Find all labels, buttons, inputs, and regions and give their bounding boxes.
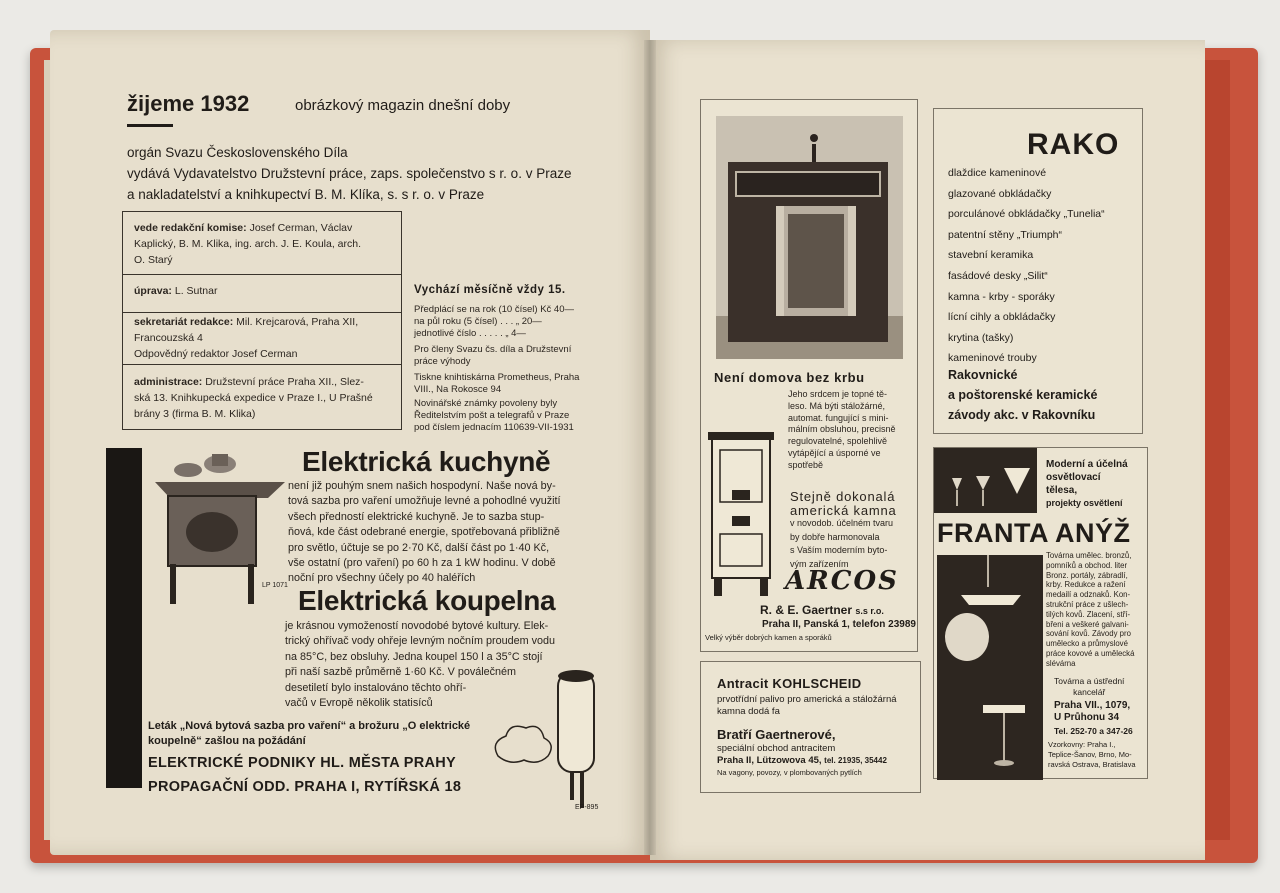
body-line: je krásnou vymožeností novodobé bytové kultury. Elek-	[285, 620, 549, 632]
franta-address-line: Praha VII., 1079,	[1054, 700, 1131, 711]
franta-body-line: slévárna	[1046, 658, 1076, 668]
franta-body	[1046, 551, 1134, 669]
franta-body-line: strukční práce z ušlech-	[1046, 599, 1129, 609]
admin-line: Družstevní práce Praha XII., Slez-	[205, 376, 364, 388]
franta-branch-line: Vzorkovny: Praha I.,	[1048, 740, 1116, 749]
printer-line: VIII., Na Rokosce 94	[414, 384, 502, 395]
rako-company-line: a poštorenské keramické	[948, 388, 1098, 402]
gaertner-line: Jeho srdcem je topné tě-	[788, 389, 888, 399]
subscription-line: na půl roku (5 čísel) . . . „ 20—	[414, 316, 542, 327]
admin-label: administrace:	[134, 376, 203, 388]
printer-line: Tiskne knihtiskárna Prometheus, Praha	[414, 372, 580, 383]
franta-branch-line: Teplice-Šanov, Brno, Mo-	[1048, 749, 1132, 759]
stamps-line: Novinářské známky povoleny byly	[414, 398, 558, 409]
electric-footer-2: PROPAGAČNÍ ODD. PRAHA I, RYTÍŘSKÁ 18	[148, 779, 462, 795]
franta-title: FRANTA ANÝŽ	[937, 518, 1131, 548]
book-gutter	[644, 40, 656, 855]
gaertner-line2: v novodob. účelném tvaru	[790, 518, 894, 528]
franta-address	[1054, 700, 1130, 724]
rako-product: patentní stěny „Triumph“	[948, 228, 1062, 241]
lamp-photo-bottom	[937, 555, 1043, 780]
gaertner-line: vytápějící a úsporné ve	[788, 447, 881, 458]
editorial-design	[134, 283, 217, 299]
leaflet-line: koupelně“ zašlou na požádání	[148, 735, 306, 747]
body-line: všech předností elektrické kuchyně. Je to sazba stup-	[288, 510, 545, 523]
intro-line: a nakladatelství a knihkupectví B. M. Klíka, s. s r. o. v Praze	[127, 187, 485, 202]
franta-branch-line: ravská Ostrava, Bratislava	[1048, 759, 1136, 769]
gaertner-tagline: Velký výběr dobrých kamen a sporáků	[705, 633, 832, 642]
gaertner-line: spotřebě	[788, 459, 824, 470]
lamp-photo-top	[934, 448, 1037, 513]
body-line: trický ohřívač vody ohřeje levným nočním proudem vodu	[285, 635, 556, 648]
admin-line: ská 13. Knihkupecká expedice v Praze I., U Prašné	[134, 392, 373, 404]
franta-intro	[1046, 458, 1128, 510]
body-line: ňová, kde část odebrané energie, spotřebovaná přibližně	[288, 526, 560, 539]
subscription-line: Předplácí se na rok (10 čísel) Kč 40—	[414, 304, 574, 315]
stamps-block	[414, 398, 574, 434]
kohlscheid-line: prvotřídní palivo pro americká a stáložárná	[717, 694, 897, 705]
publication-heading: Vychází měsíčně vždy 15.	[414, 284, 566, 296]
gaertner-company-suffix: s.s r.o.	[855, 606, 884, 616]
gaertner-line: málním obsluhou, precisně	[788, 424, 896, 435]
franta-intro-line: tělesa,	[1046, 485, 1078, 496]
gaertner-line2: by dobře harmonovala	[790, 531, 880, 542]
franta-body-line: Bronz. portály, zábradlí,	[1046, 570, 1128, 580]
kohlscheid-note: Na vagony, povozy, v plombovaných pytlích	[717, 768, 862, 777]
rako-company-line: závody akc. v Rakovníku	[948, 408, 1096, 422]
design-value: L. Sutnar	[174, 285, 218, 297]
rako-product: dlaždice kameninové	[948, 167, 1047, 179]
editorial-admin	[134, 374, 373, 422]
subscription-line: jednotlivé číslo . . . . . „ 4—	[414, 328, 526, 339]
board-line: Josef Cerman, Václav	[249, 222, 353, 234]
franta-phone: Tel. 252-70 a 347-26	[1054, 726, 1133, 736]
secretariat-line: Odpovědný redaktor Josef Cerman	[134, 348, 298, 360]
arcos-logo: ARCOS	[785, 566, 899, 596]
rako-product: glazované obkládačky	[948, 187, 1052, 200]
intro-block	[127, 142, 571, 205]
body-line: vše ostatní (pro vaření) po 60 h za 1 kW hodinu. V době	[288, 557, 556, 570]
secretariat-label: sekretariát redakce:	[134, 316, 234, 328]
kohlscheid-specialty: speciální obchod antracitem	[717, 743, 836, 754]
subscription-block	[414, 304, 574, 340]
kohlscheid-street: Praha II, Lützowova 45,	[717, 755, 822, 766]
gaertner-line: regulovatelné, spolehlivě	[788, 436, 888, 447]
fireplace-photo	[716, 116, 903, 359]
secretariat-line: Mil. Krejcarová, Praha XII,	[236, 316, 359, 328]
electric-kitchen-body	[288, 479, 561, 587]
kohlscheid-company: Bratří Gaertnerové,	[717, 727, 836, 742]
franta-body-line: práce kovové a umělecká	[1046, 648, 1135, 658]
kohlscheid-title: Antracit KOHLSCHEID	[717, 676, 862, 691]
franta-factory-line: kancelář	[1073, 687, 1106, 697]
rako-product: kameninové trouby	[948, 352, 1037, 365]
franta-intro-line: osvětlovací	[1046, 472, 1101, 483]
body-line: není již pouhým snem našich hospodyní. Naše nová by-	[288, 480, 556, 492]
body-line: vačů v Evropě několik statisíců	[285, 697, 433, 710]
rako-product: lícní cihly a obkládačky	[948, 311, 1056, 324]
gaertner-body2	[790, 490, 897, 571]
water-heater-illustration	[488, 666, 618, 816]
kohlscheid-line: kamna dodá fa	[717, 706, 780, 717]
rako-company-line: Rakovnické	[948, 368, 1018, 382]
electric-bathroom-headline: Elektrická koupelna	[298, 585, 556, 616]
kohlscheid-phones: tel. 21935, 35442	[824, 756, 887, 765]
editorial-board	[134, 220, 361, 268]
members-block	[414, 344, 571, 368]
leaflet-line: Leták „Nová bytová sazba pro vaření“ a brožuru „O elektrické	[148, 720, 471, 732]
electric-footer-1: ELEKTRICKÉ PODNIKY HL. MĚSTA PRAHY	[148, 755, 457, 771]
rako-company	[948, 365, 1097, 425]
body-line: při naší sazbě průměrně 1·60 Kč. V poválečném	[285, 666, 517, 679]
rako-title: RAKO	[1027, 128, 1120, 161]
rako-product: stavební keramika	[948, 249, 1034, 262]
heater-image-mark: EP-895	[575, 804, 599, 811]
masthead-rule	[127, 124, 173, 127]
stamps-line: pod číslem jednacím 110639-VII-1931	[414, 422, 574, 433]
rako-product: krytina (tašky)	[948, 331, 1014, 344]
gaertner-line: automat. fungující s mini-	[788, 412, 889, 423]
rako-product: porculánové obkládačky „Tunelia“	[948, 208, 1105, 221]
franta-body-line: tilých kovů. Zlacení, stří-	[1046, 609, 1131, 619]
editorial-secretariat	[134, 314, 358, 362]
franta-body-line: krby. Redukce a ražení	[1046, 580, 1126, 590]
members-line: práce výhody	[414, 356, 471, 367]
gaertner-line2: americká kamna	[790, 502, 897, 518]
gaertner-headline: Není domova bez krbu	[714, 370, 865, 385]
body-line: desetiletí bylo instalováno těchto ohří-	[285, 681, 467, 694]
masthead-subtitle: obrázkový magazin dnešní doby	[295, 97, 511, 114]
electric-kitchen-headline: Elektrická kuchyně	[302, 446, 551, 477]
stove-illustration	[706, 430, 778, 600]
franta-body-line: pomníků a obchod. liter	[1046, 560, 1128, 570]
board-line: Kaplický, B. M. Klika, ing. arch. J. E. Koula, arch.	[134, 238, 362, 250]
rako-product-list	[948, 163, 1105, 369]
franta-body-line: umělecko a průmyslové	[1046, 639, 1128, 649]
intro-line: vydává Vydavatelstvo Družstevní práce, zaps. společenstvo s r. o. v Praze	[127, 166, 572, 181]
body-line: na 85°C, bez obsluhy. Jedna koupel 150 l a 35°C stojí	[285, 650, 543, 663]
gaertner-company-name: R. & E. Gaertner	[760, 603, 853, 617]
intro-line: orgán Svazu Československého Díla	[127, 145, 348, 160]
gaertner-line2: vým zařízením	[790, 558, 849, 569]
body-line: noční pro všechny účely po 40 haléřích	[288, 572, 476, 585]
admin-line: brány 3 (firma B. M. Klika)	[134, 408, 256, 420]
kohlscheid-text	[717, 694, 897, 718]
masthead-title: žijeme 1932	[127, 91, 250, 116]
franta-factory	[1054, 676, 1124, 698]
gaertner-address: Praha II, Panská 1, telefon 23989	[762, 619, 916, 630]
franta-intro-line: Moderní a účelná	[1046, 459, 1128, 470]
gaertner-line2: s Vaším moderním byto-	[790, 545, 888, 555]
secretariat-line: Francouzská 4	[134, 332, 203, 344]
gaertner-line2: Stejně dokonalá	[790, 489, 896, 504]
franta-address-line: U Průhonu 34	[1054, 712, 1120, 723]
franta-intro-line: projekty osvětlení	[1046, 498, 1123, 508]
kohlscheid-address	[717, 755, 887, 766]
franta-branches	[1048, 740, 1136, 769]
rako-product: kamna - krby - sporáky	[948, 290, 1055, 303]
design-label: úprava:	[134, 285, 172, 297]
stove-image-mark: LP 1071	[262, 582, 288, 589]
body-line: tová sazba pro vaření umožňuje levné a pohodlné využití	[288, 495, 561, 508]
gaertner-company	[760, 603, 884, 617]
franta-body-line: břeni a veškeré galvani-	[1046, 619, 1129, 629]
members-line: Pro členy Svazu čs. díla a Družstevní	[414, 344, 572, 355]
leaflet-block	[148, 719, 470, 749]
rako-product: fasádové desky „Silit“	[948, 269, 1048, 282]
gaertner-body	[788, 389, 896, 472]
gaertner-line: leso. Má býti stáložárné,	[788, 400, 886, 411]
franta-body-line: sování kovů. Závody pro	[1046, 629, 1131, 639]
printer-block	[414, 372, 579, 396]
board-line: O. Starý	[134, 254, 173, 266]
franta-body-line: medailí a odznaků. Kon-	[1046, 590, 1131, 600]
franta-body-line: Továrna umělec. bronzů,	[1046, 551, 1132, 560]
body-line: pro světlo, účtuje se po 2·70 Kč, další část po 1·40 Kč,	[288, 541, 550, 554]
stamps-line: Ředitelstvím pošt a telegrafů v Praze	[414, 410, 570, 421]
ad-black-bar	[106, 448, 142, 788]
board-label: vede redakční komise:	[134, 222, 247, 234]
franta-factory-line: Továrna a ústřední	[1054, 676, 1125, 686]
